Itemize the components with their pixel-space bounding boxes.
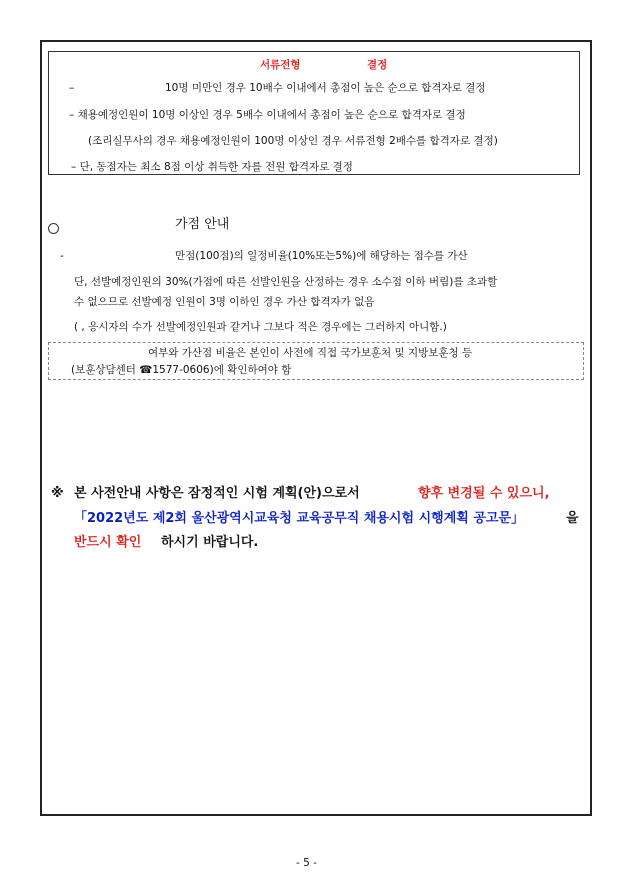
bullet-circle-icon	[48, 223, 59, 234]
bonus-line3: 수 없으므로 선발예정 인원이 3명 이하인 경우 가산 합격자가 없음	[74, 296, 375, 308]
notice-line2: (보훈상담센터 ☎1577-0606)에 확인하여야 함	[71, 364, 292, 376]
document-screening-box	[48, 51, 580, 175]
note-text-2: 을	[566, 511, 579, 526]
screening-line3: (조리실무사의 경우 채용예정인원이 100명 이상인 경우 서류전형 2배수를 합격자로 결정)	[88, 135, 498, 147]
bonus-title: 가점 안내	[175, 217, 230, 232]
screening-line1-dash: –	[69, 82, 75, 94]
screening-line1: 10명 미만인 경우 10배수 이내에서 총점이 높은 순으로 합격자로 결정	[165, 82, 486, 94]
screening-heading-right: 결정	[367, 59, 388, 71]
note-text-1: 본 사전안내 사항은 잠정적인 시험 계획(안)으로서	[74, 486, 360, 501]
screening-line4: – 단, 동점자는 최소 8점 이상 취득한 자를 전원 합격자로 결정	[71, 161, 353, 173]
bonus-line1: 만점(100점)의 일정비율(10%또는5%)에 해당하는 점수를 가산	[175, 250, 468, 262]
bonus-dash: -	[60, 250, 64, 262]
screening-heading-left: 서류전형	[260, 59, 301, 71]
bonus-line4: ( , 응시자의 수가 선발예정인원과 같거나 그보다 적은 경우에는 그러하지 아니함.)	[74, 321, 447, 333]
note-announcement-title: 「2022년도 제2회 울산광역시교육청 교육공무직 채용시험 시행계획 공고문」	[74, 511, 525, 526]
note-mark: ※	[51, 486, 64, 501]
notice-box	[48, 342, 584, 380]
page-number: - 5 -	[296, 857, 317, 869]
notice-line1: 여부와 가산점 비율은 본인이 사전에 직접 국가보훈처 및 지방보훈청 등	[148, 347, 473, 359]
bonus-line2: 단, 선발예정인원의 30%(가점에 따른 선발인원을 산정하는 경우 소수점 이하 버림)를 초과할	[74, 276, 498, 288]
note-text-red-2: 반드시 확인	[74, 535, 142, 550]
note-text-red-1: 향후 변경될 수 있으니,	[418, 486, 550, 501]
note-text-3: 하시기 바랍니다.	[161, 535, 259, 550]
screening-line2: – 채용예정인원이 10명 이상인 경우 5배수 이내에서 총점이 높은 순으로 합격자로 결정	[69, 109, 466, 121]
